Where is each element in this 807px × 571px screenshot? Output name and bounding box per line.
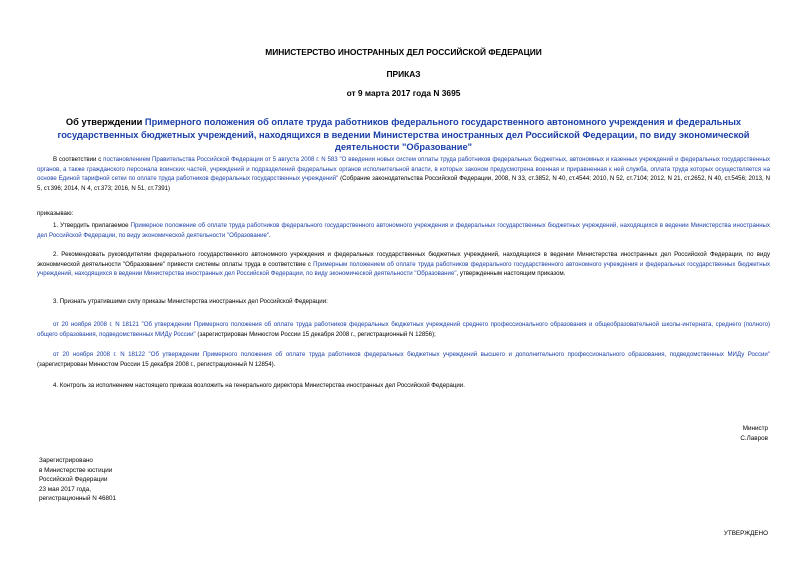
item-3b-text: (зарегистрирован Минюстом России 15 декабря 2008 г., регистрационный N 12854). [37, 360, 276, 368]
preamble-text-1: В соответствии с [53, 156, 104, 163]
signature-name: С.Лавров [740, 435, 768, 442]
doc-subject [36, 116, 771, 154]
subject-link[interactable]: Примерного положения об оплате труда работников федерального государственного автономного учреждения и федеральных государственных бюджетных учреждений, находящихся в ведении Министерства иностранных дел Российской Федерации, по виду экономической деятельности "Образование" [57, 117, 750, 152]
ministry-name: МИНИСТЕРСТВО ИНОСТРАННЫХ ДЕЛ РОССИЙСКОЙ ФЕДЕРАЦИИ [265, 47, 542, 57]
item-2-text-2: , утвержденным настоящим приказом. [456, 270, 566, 278]
item-1-text-2: . [269, 231, 271, 239]
item-3a-paragraph [37, 320, 770, 339]
registration-line: в Министерстве юстиции [39, 466, 113, 474]
orders-word: приказываю: [37, 210, 74, 217]
item-3-paragraph: 3. Признать утратившими силу приказы Министерства иностранных дел Российской Федерации: [53, 298, 328, 305]
registration-line: Зарегистрировано [39, 457, 93, 464]
signature-block [740, 424, 768, 444]
doc-date-number: от 9 марта 2017 года N 3695 [346, 88, 461, 98]
preamble-link-resolution-583[interactable]: постановлением Правительства Российской Федерации от 5 августа 2008 г. N 583 "О введении новых систем оплаты труда работников федеральных бюджетных, автономных и казенных учреждений и федеральных государственных органов, а также гражданского персонала воинских частей, учреждений и подразделений федеральных органов исполнительной власти, в которых законом предусмотрена военная и приравненная к ней служба, оплата труда которых осуществляется на основе Единой тарифной сетки по оплате труда работников федеральных государственных учреждений" [37, 156, 771, 183]
item-1-text-1: 1. Утвердить прилагаемое [53, 222, 131, 229]
signature-title: Министр [742, 425, 768, 432]
item-1-paragraph [37, 221, 770, 240]
item-2-link-regulation[interactable]: Примерным положением об оплате труда работников федерального государственного автономного учреждения и федеральных государственных бюджетных учреждений, находящихся в ведении Министерства иностранных дел Российской Федерации, по виду экономической деятельности "Образование" [37, 260, 770, 278]
item-4-paragraph: 4. Контроль за исполнением настоящего приказа возложить на генерального директора Министерства иностранных дел Российской Федерации. [53, 382, 465, 389]
preamble-text-2: (Собрание законодательства Российской Федерации, 2008, N 33, ст.3852, N 40, ст.4544; 2010, N 52, ст.7104; 2012, N 21, ст.2652, N 40, ст.5456; 2013, N 5, ст.396; 2014, N 4, ст.373; 2016, N 51, ст.7391) [37, 175, 770, 192]
registration-line: Российской Федерации [39, 476, 108, 484]
preamble-paragraph [37, 155, 770, 193]
item-3b-link-order-18122[interactable]: от 20 ноября 2008 г. N 18122 "Об утверждении Примерного положения об оплате труда работников федеральных бюджетных учреждений высшего и дополнительного профессионального образования, подведомственных МИДу России" [53, 351, 770, 358]
item-1-link-regulation[interactable]: Примерное положение об оплате труда работников федерального государственного автономного учреждения и федеральных государственных бюджетных учреждений, находящихся в ведении Министерства иностранных дел Российской Федерации, по виду экономической деятельности "Образование" [37, 222, 770, 239]
subject-prefix: Об утверждении [65, 117, 145, 127]
item-3b-paragraph [37, 350, 770, 369]
approved-stamp-text: УТВЕРЖДЕНО [723, 530, 768, 537]
item-2-paragraph [37, 250, 770, 279]
registration-line: регистрационный N 46801 [39, 495, 117, 503]
item-3a-text: (зарегистрирован Минюстом России 15 декабря 2008 г., регистрационный N 12856); [195, 330, 436, 338]
registration-line: 23 мая 2017 года, [39, 485, 91, 493]
registration-block [39, 456, 116, 504]
doc-type: ПРИКАЗ [386, 69, 421, 79]
item-3a-link-order-18121[interactable]: от 20 ноября 2008 г. N 18121 "Об утверждении Примерного положения об оплате труда работников федеральных бюджетных учреждений среднего профессионального образования и общеобразовательной школы-интерната, среднего (полного) общего образования, подведомственных МИДу России" [37, 321, 770, 338]
item-2-text-1: 2. Рекомендовать руководителям федерального государственного автономного учреждения и федеральных государственных бюджетных учреждений, находящихся в ведении Министерства иностранных дел Российской Федерации, по виду экономической деятельности "Образование" привести системы оплаты труда в соответствие с [37, 251, 770, 268]
